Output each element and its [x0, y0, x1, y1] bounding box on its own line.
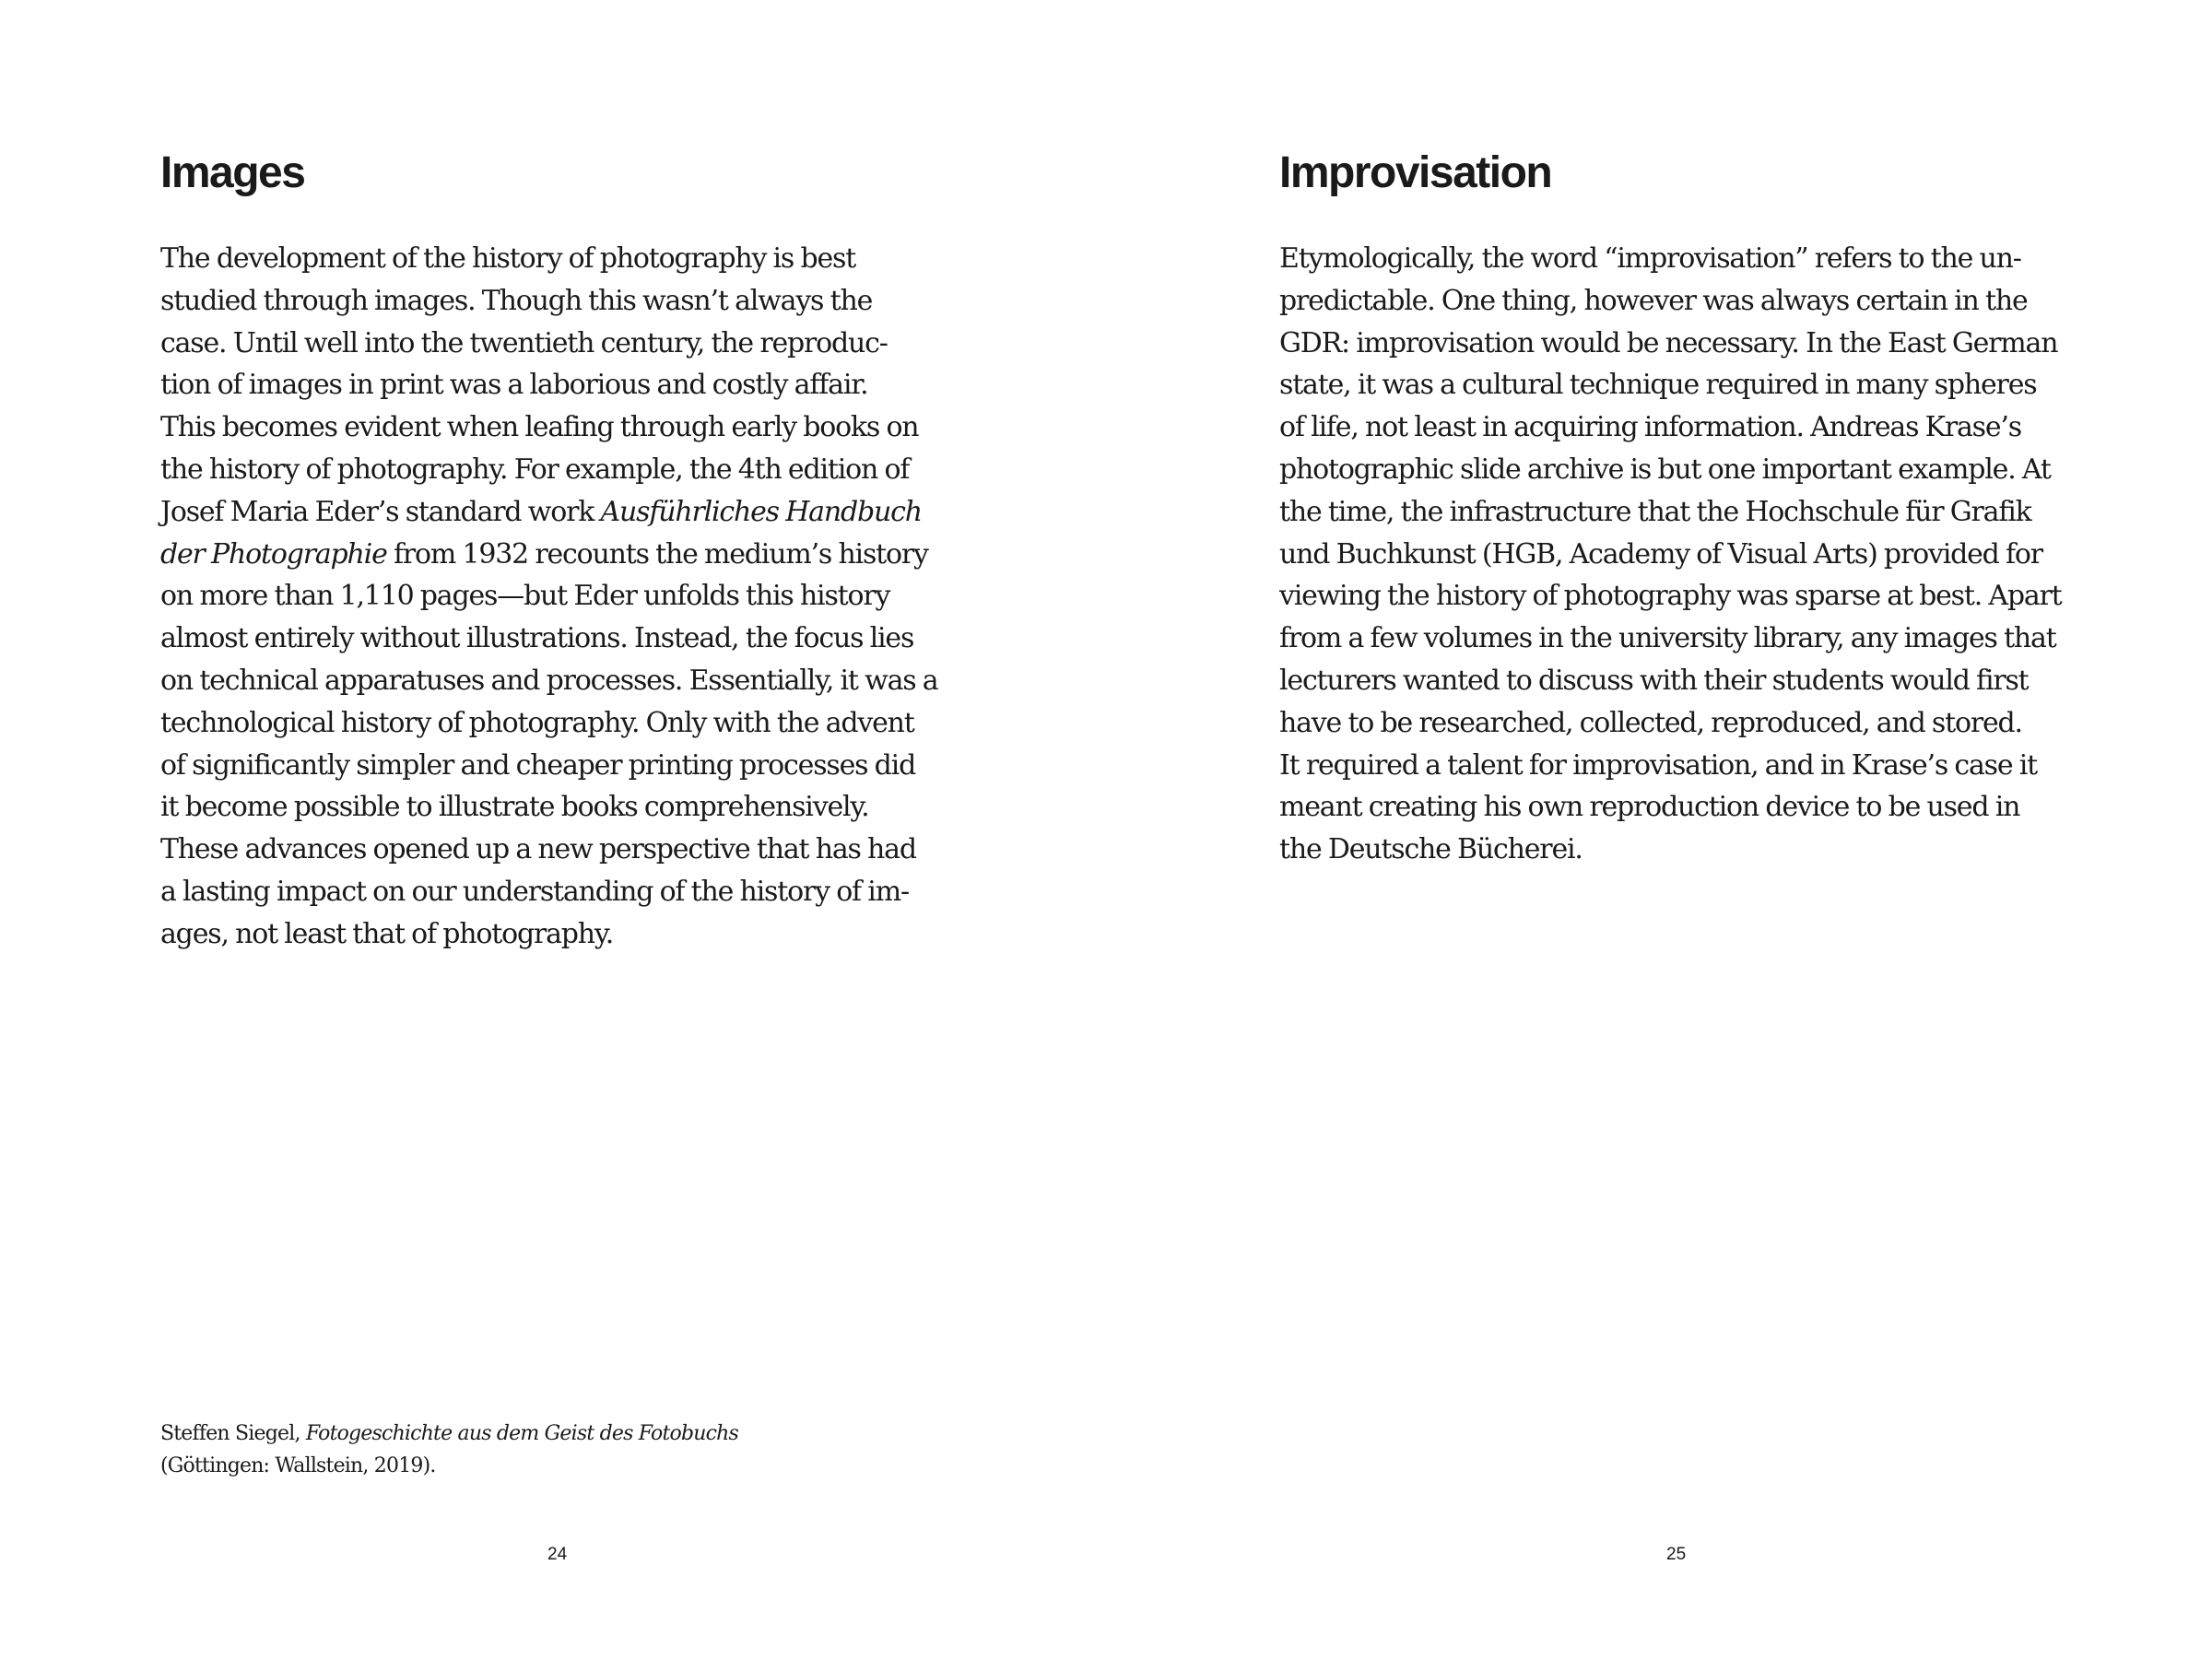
- footnote: [160, 1418, 898, 1482]
- text-segment: viewing the history of photography was sparse at best. Apart: [1279, 580, 2062, 613]
- footnote-author: Steffen Siegel,: [160, 1422, 306, 1445]
- text-segment: studied through images. Though this wasn’t always the: [160, 284, 873, 317]
- text-line: [1279, 323, 2090, 365]
- body-text-images: [160, 238, 971, 956]
- text-segment: technological history of photography. Only with the advent: [160, 706, 914, 739]
- footnote-title: Fotogeschichte aus dem Geist des Fotobuchs: [305, 1422, 739, 1445]
- text-line: [1279, 406, 2090, 449]
- text-segment: from a few volumes in the university library, any images that: [1279, 622, 2056, 655]
- text-segment: These advances opened up a new perspective that has had: [160, 833, 916, 866]
- text-line: [1279, 364, 2090, 406]
- text-line: [1279, 280, 2090, 323]
- text-segment: on technical apparatuses and processes. Essentially, it was a: [160, 664, 938, 697]
- text-line: [160, 618, 971, 660]
- text-segment: GDR: improvisation would be necessary. In the East German: [1279, 326, 2058, 359]
- text-segment: the Deutsche Bücherei.: [1279, 833, 1583, 866]
- text-line: [160, 786, 971, 829]
- text-segment: It required a talent for improvisation, and in Krase’s case it: [1279, 748, 2038, 782]
- text-segment: a lasting impact on our understanding of the history of im-: [160, 875, 909, 908]
- text-line: [160, 238, 971, 280]
- text-line: [1279, 829, 2090, 871]
- text-segment: und Buchkunst (HGB, Academy of Visual Arts) provided for: [1279, 537, 2042, 571]
- text-line: [160, 660, 971, 702]
- text-line: [1279, 618, 2090, 660]
- section-heading-improvisation: Improvisation: [1279, 148, 1552, 197]
- text-line: [1279, 534, 2090, 576]
- text-segment: on more than 1,110 pages—but Eder unfolds this history: [160, 580, 890, 613]
- text-segment: This becomes evident when leafing through early books on: [160, 411, 919, 444]
- text-line: [160, 829, 971, 871]
- text-line: [1279, 745, 2090, 787]
- text-segment: photographic slide archive is but one important example. At: [1279, 453, 2051, 486]
- text-segment: the time, the infrastructure that the Hochschule für Grafik: [1279, 495, 2031, 528]
- text-line: [1279, 575, 2090, 618]
- text-segment: state, it was a cultural technique required in many spheres: [1279, 369, 2037, 402]
- page-number-left: 24: [547, 1545, 568, 1564]
- footnote-publication: (Göttingen: Wallstein, 2019).: [160, 1454, 436, 1477]
- text-segment: The development of the history of photography is best: [160, 242, 856, 275]
- text-line: [160, 491, 971, 534]
- text-segment: almost entirely without illustrations. Instead, the focus lies: [160, 622, 914, 655]
- text-segment: the history of photography. For example, the 4th edition of: [160, 453, 910, 486]
- text-line: [160, 449, 971, 491]
- text-segment: predictable. One thing, however was always certain in the: [1279, 284, 2028, 317]
- text-line: [1279, 786, 2090, 829]
- text-segment: of significantly simpler and cheaper printing processes did: [160, 748, 916, 782]
- text-line: [160, 364, 971, 406]
- text-line: [160, 323, 971, 365]
- text-segment: it become possible to illustrate books comprehensively.: [160, 791, 869, 824]
- text-segment: have to be researched, collected, reproduced, and stored.: [1279, 706, 2022, 739]
- text-line: [160, 575, 971, 618]
- text-line: [160, 913, 971, 956]
- text-line: [160, 406, 971, 449]
- body-text-improvisation: [1279, 238, 2090, 871]
- text-line: [160, 871, 971, 913]
- section-heading-images: Images: [160, 148, 305, 197]
- text-line: [160, 534, 971, 576]
- page-number-right: 25: [1666, 1545, 1687, 1564]
- text-line: [1279, 491, 2090, 534]
- right-page: [1106, 0, 2212, 1659]
- text-line: [1279, 702, 2090, 745]
- text-segment: from 1932 recounts the medium’s history: [386, 537, 928, 571]
- text-segment: case. Until well into the twentieth century, the reproduc-: [160, 326, 888, 359]
- text-segment: Etymologically, the word “improvisation” refers to the un-: [1279, 242, 2021, 275]
- text-segment: ages, not least that of photography.: [160, 917, 614, 950]
- text-line: [1279, 449, 2090, 491]
- text-segment: tion of images in print was a laborious and costly affair.: [160, 369, 868, 402]
- text-line: [1279, 660, 2090, 702]
- text-segment: lecturers wanted to discuss with their students would first: [1279, 664, 2029, 697]
- text-line: [160, 280, 971, 323]
- italic-title: der Photographie: [160, 537, 387, 571]
- text-line: [160, 702, 971, 745]
- text-segment: meant creating his own reproduction device to be used in: [1279, 791, 2020, 824]
- italic-title: Ausführliches Handbuch: [600, 495, 922, 528]
- text-segment: Josef Maria Eder’s standard work: [160, 495, 601, 528]
- text-line: [1279, 238, 2090, 280]
- text-line: [160, 745, 971, 787]
- text-segment: of life, not least in acquiring information. Andreas Krase’s: [1279, 411, 2021, 444]
